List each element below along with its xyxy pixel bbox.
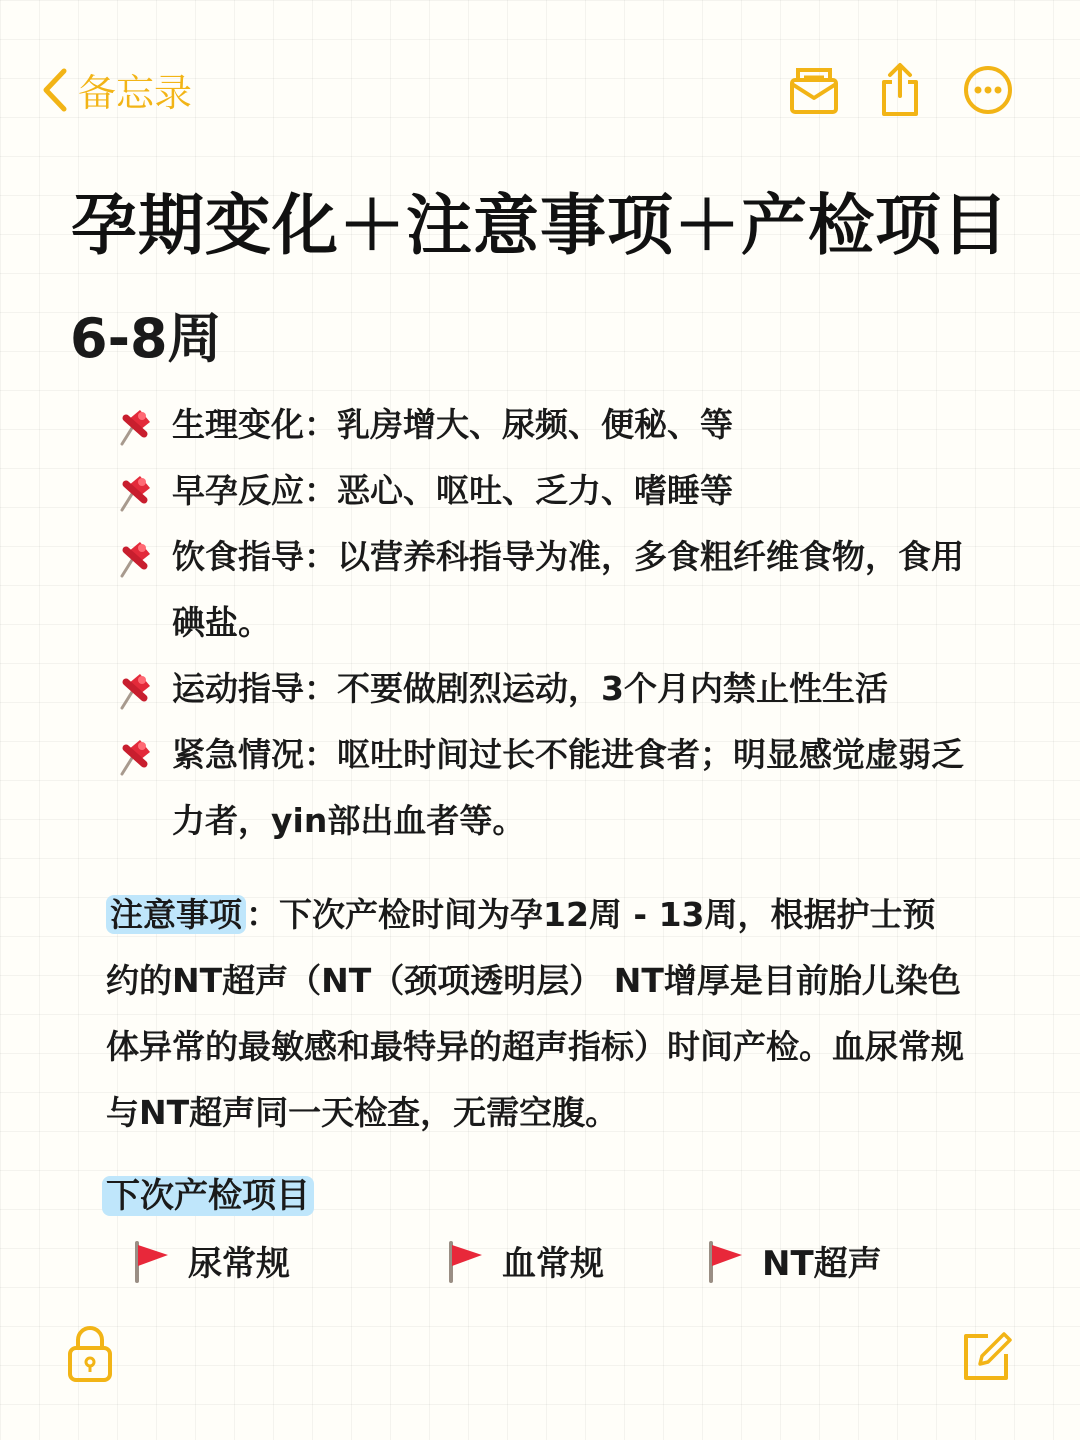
notice-text: ：下次产检时间为孕12周 - 13周，根据护士预约的NT超声（NT（颈项透明层） NT增厚是目前胎儿染色体异常的最敏感和最特异的超声指标）时间产检。血尿常规与NT超声同一天检查，无需空腹。 — [106, 895, 964, 1132]
next-checks-heading — [102, 1168, 314, 1217]
next-checks-highlight: 下次产检项目 — [102, 1176, 314, 1216]
share-icon[interactable] — [872, 62, 928, 118]
red-flag-icon — [132, 1239, 172, 1283]
check-item-label: NT超声 — [762, 1244, 882, 1284]
info-item-value: 不要做剧烈运动，3个月内禁止性生活 — [337, 669, 888, 708]
info-item-label: 饮食指导： — [172, 537, 337, 576]
red-flag-icon — [446, 1239, 486, 1283]
info-item-value: 恶心、呕吐、乏力、嗜睡等 — [337, 471, 733, 510]
check-item-label: 尿常规 — [188, 1244, 290, 1284]
info-item-value: 以营养科指导为准，多食粗纤维食物，食用碘盐。 — [172, 537, 964, 642]
notice-paragraph — [106, 882, 966, 1146]
info-item-value: 呕吐时间过长不能进食者；明显感觉虚弱乏力者，yin部出血者等。 — [172, 735, 964, 840]
check-item — [446, 1236, 604, 1285]
pushpin-icon — [118, 736, 152, 776]
info-item-text — [172, 392, 972, 458]
info-item-text — [172, 524, 972, 656]
pushpin-icon — [118, 538, 152, 578]
info-item-label: 运动指导： — [172, 669, 337, 708]
week-heading: 6-8周 — [70, 307, 222, 370]
lock-icon[interactable] — [62, 1322, 118, 1384]
chevron-left-icon — [40, 67, 68, 113]
pushpin-icon — [118, 670, 152, 710]
info-item-text — [172, 656, 972, 722]
info-item-label: 早孕反应： — [172, 471, 337, 510]
pushpin-icon — [118, 472, 152, 512]
back-button[interactable] — [40, 62, 192, 117]
info-item — [118, 536, 972, 656]
info-item — [118, 734, 972, 854]
info-item-label: 生理变化： — [172, 405, 337, 444]
check-item — [132, 1236, 290, 1285]
check-item-label: 血常规 — [502, 1244, 604, 1284]
more-icon[interactable] — [960, 62, 1016, 118]
back-label: 备忘录 — [78, 71, 193, 115]
notice-highlight-label: 注意事项 — [106, 895, 246, 934]
check-item — [706, 1236, 882, 1285]
info-item-value: 乳房增大、尿频、便秘、等 — [337, 405, 733, 444]
mail-icon[interactable] — [786, 62, 842, 118]
info-item — [118, 470, 972, 524]
info-item-label: 紧急情况： — [172, 735, 337, 774]
page-title: 孕期变化＋注意事项＋产检项目 — [71, 187, 1009, 264]
red-flag-icon — [706, 1239, 746, 1283]
pushpin-icon — [118, 406, 152, 446]
info-item-text — [172, 722, 972, 854]
info-item — [118, 668, 972, 722]
info-item-text — [172, 458, 972, 524]
compose-icon[interactable] — [958, 1322, 1014, 1384]
info-item — [118, 404, 972, 458]
